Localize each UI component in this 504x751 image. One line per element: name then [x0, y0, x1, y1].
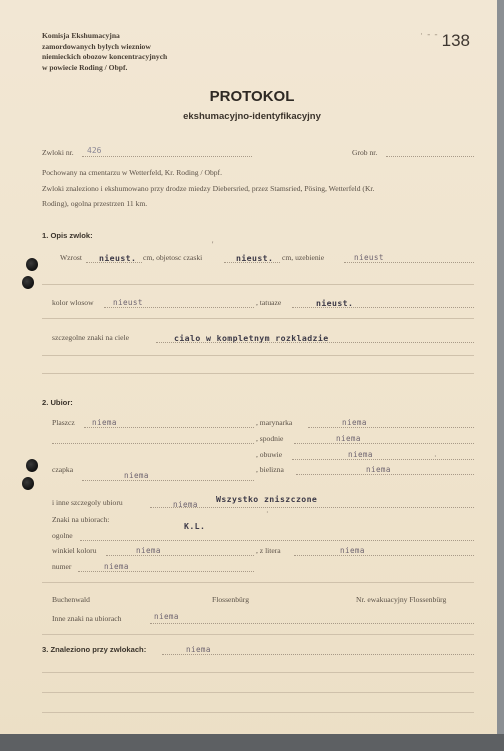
- szczegoly-value-1: niema: [173, 500, 198, 509]
- znaleziono-text-1: Zwloki znaleziono i ekshumowano przy drodze miedzy Diebersried, przez Stamsried, Pösing, Wetterfeld (Kr.: [42, 184, 375, 193]
- czapka-value: niema: [124, 471, 149, 480]
- kolor-label: kolor wlosow: [52, 298, 94, 307]
- section-1-heading: 1. Opis zwlok:: [42, 231, 93, 240]
- czaska-value: nieust.: [236, 253, 274, 263]
- plaszcz-value: niema: [92, 418, 117, 427]
- grob-label: Grob nr.: [352, 148, 378, 157]
- blank-line: [42, 634, 474, 635]
- blank-line: [42, 692, 474, 693]
- uzebienie-value: nieust: [354, 253, 384, 262]
- blank-line: [42, 672, 474, 673]
- punch-hole: [22, 477, 34, 490]
- zwloki-value: 426: [87, 146, 102, 155]
- pencil-mark: ·: [266, 508, 269, 517]
- blank-line: [42, 284, 474, 285]
- winkiel-line: [106, 555, 254, 556]
- marynarka-label: , marynarka: [256, 418, 293, 427]
- section-3-heading: 3. Znaleziono przy zwlokach:: [42, 645, 147, 654]
- czaska-label: cm, objetosc czaski: [143, 253, 203, 262]
- blank-dotted-line: [52, 443, 254, 444]
- numer-value: niema: [104, 562, 129, 571]
- znaki-cialo-value: cialo w kompletnym rozkladzie: [174, 333, 329, 343]
- blank-line: [42, 712, 474, 713]
- szczegoly-line: [150, 507, 474, 508]
- znaki-ubior-value: K.L.: [184, 521, 206, 531]
- czapka-label: czapka: [52, 465, 74, 474]
- bielizna-label: , bielizna: [256, 465, 284, 474]
- pochowany-text: Pochowany na cmentarzu w Wetterfeld, Kr. Roding / Obpf.: [42, 168, 222, 177]
- marynarka-line: [308, 427, 474, 428]
- uzebienie-label: cm, uzebienie: [282, 253, 325, 262]
- punch-hole: [26, 258, 38, 271]
- litera-line: [294, 555, 474, 556]
- flossenburg-label: Flossenbürg: [212, 595, 249, 604]
- ewakuacyjny-label: Nr. ewakuacyjny Flossenbürg: [356, 595, 447, 604]
- document-subtitle: ekshumacyjno-identyfikacyjny: [183, 111, 321, 122]
- szczegoly-label: i inne szczegoly ubioru: [52, 498, 123, 507]
- zwloki-label: Zwloki nr.: [42, 148, 74, 157]
- blank-line: [42, 373, 474, 374]
- ogolne-label: ogolne: [52, 531, 73, 540]
- pencil-mark: ': [212, 240, 214, 249]
- plaszcz-label: Plaszcz: [52, 418, 75, 427]
- tatuaze-value: nieust.: [316, 298, 354, 308]
- buchenwald-label: Buchenwald: [52, 595, 90, 604]
- punch-hole: [26, 459, 38, 472]
- blank-line: [42, 355, 474, 356]
- scan-edge-right: [497, 0, 504, 751]
- numer-line: [78, 571, 254, 572]
- org-line: w powiecie Roding / Obpf.: [42, 62, 128, 72]
- section-3-line: [162, 654, 474, 655]
- inne-znaki-label: Inne znaki na ubiorach: [52, 614, 122, 623]
- spodnie-label: , spodnie: [256, 434, 284, 443]
- winkiel-value: niema: [136, 546, 161, 555]
- litera-label: , z litera: [256, 546, 281, 555]
- section-3-value: niema: [186, 645, 211, 654]
- document-title: PROTOKOL: [209, 88, 295, 105]
- znaki-cialo-label: szczegolne znaki na ciele: [52, 333, 129, 342]
- szczegoly-value-2: Wszystko zniszczone: [216, 494, 318, 504]
- uzebienie-line: [344, 262, 474, 263]
- punch-hole: [22, 276, 34, 289]
- page-number: 138: [441, 31, 470, 50]
- kolor-value: nieust: [113, 298, 143, 307]
- spodnie-line: [294, 443, 474, 444]
- scan-edge-bottom: [0, 734, 504, 751]
- zwloki-line: [82, 156, 252, 157]
- obuwie-value: niema: [348, 450, 373, 459]
- znaki-ubior-label: Znaki na ubiorach:: [52, 515, 110, 524]
- section-2-heading: 2. Ubior:: [42, 398, 73, 407]
- org-line: Komisja Ekshumacyjna: [42, 31, 120, 40]
- grob-line: [386, 156, 474, 157]
- pencil-mark: ·: [434, 452, 437, 461]
- blank-line: [42, 318, 474, 319]
- marynarka-value: niema: [342, 418, 367, 427]
- wzrost-value: nieust.: [99, 253, 137, 263]
- obuwie-line: [292, 459, 474, 460]
- ogolne-line: [80, 540, 474, 541]
- commission-header: [42, 31, 167, 73]
- winkiel-label: winkiel koloru: [52, 546, 97, 555]
- org-line: zamordowanych bylych wiezniow: [42, 41, 151, 51]
- inne-znaki-line: [150, 623, 474, 624]
- czapka-line: [82, 480, 254, 481]
- obuwie-label: , obuwie: [256, 450, 283, 459]
- tatuaze-label: , tatuaze: [256, 298, 282, 307]
- bielizna-value: niema: [366, 465, 391, 474]
- bielizna-line: [296, 474, 474, 475]
- numer-label: numer: [52, 562, 72, 571]
- litera-value: niema: [340, 546, 365, 555]
- inne-znaki-value: niema: [154, 612, 179, 621]
- kolor-line: [104, 307, 254, 308]
- spodnie-value: niema: [336, 434, 361, 443]
- znaleziono-text-2: Roding), ogolna przestrzen 11 km.: [42, 199, 148, 208]
- blank-line: [42, 582, 474, 583]
- plaszcz-line: [84, 427, 254, 428]
- pencil-dash-mark: · - -: [420, 29, 439, 39]
- wzrost-label: Wzrost: [60, 253, 82, 262]
- org-line: niemieckich obozow koncentracyjnych: [42, 52, 168, 61]
